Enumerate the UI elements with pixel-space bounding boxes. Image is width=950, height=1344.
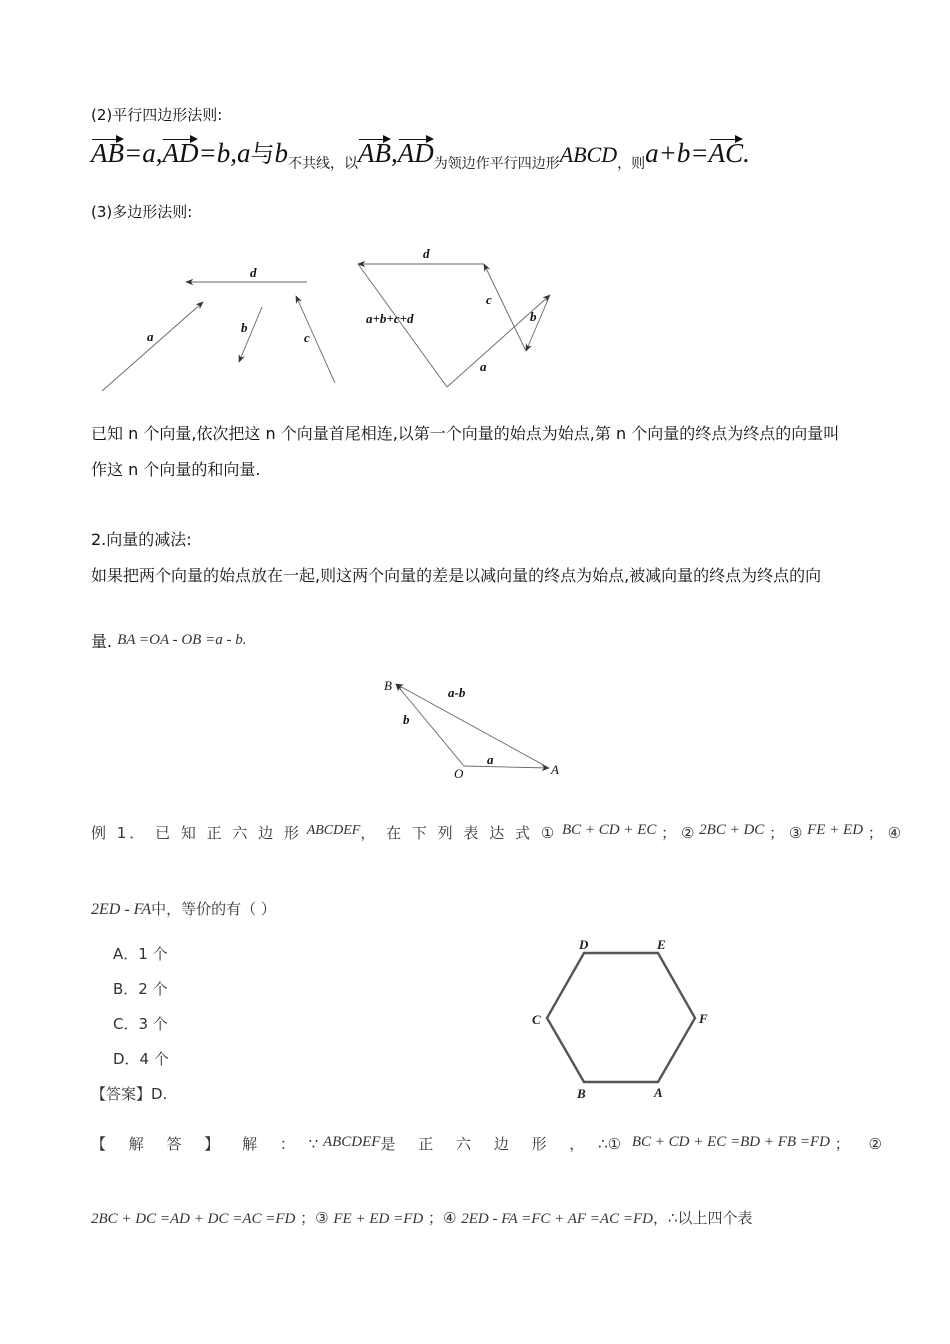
option-c: C．3 个 xyxy=(113,1015,168,1033)
sum-paragraph-line1: 已知 n 个向量,依次把这 n 个向量首尾相连,以第一个向量的始点为始点,第 n 个向量的终点为终点的向量叫 xyxy=(91,424,840,443)
expression-3: FE + ED xyxy=(807,822,864,838)
solution-step-4: 2ED - FA =FC + AF =AC =FD xyxy=(461,1211,653,1227)
vector-ad: AD xyxy=(162,138,199,168)
solution-tail: ，∴以上四个表 xyxy=(652,1209,753,1227)
semi-2: ；③ xyxy=(300,1209,329,1227)
example1-mid: ， 在 下 列 表 达 式 ① xyxy=(360,824,558,842)
solution-line1 xyxy=(91,1133,882,1154)
example1-suffix: 中，等价的有（ ） xyxy=(151,900,276,918)
polygon-rule-figure xyxy=(0,230,950,400)
eq-a: =a, xyxy=(124,138,163,168)
label-b-vec: b xyxy=(403,712,410,727)
label-c-left: c xyxy=(304,330,310,345)
yu-char: 与 xyxy=(250,140,275,168)
label-a-left: a xyxy=(147,329,154,344)
vertex-d: D xyxy=(579,937,589,952)
solution-step-2: 2BC + DC =AD + DC =AC =FD xyxy=(91,1211,296,1227)
vector-ac: AC xyxy=(708,138,744,168)
then-text: ，则 xyxy=(617,156,646,172)
label-d-right: d xyxy=(423,246,430,261)
vertex-b: B xyxy=(577,1086,586,1101)
sum-expr: a+b= xyxy=(645,138,709,168)
solution-line2 xyxy=(91,1207,753,1228)
subtraction-paragraph-line2 xyxy=(91,626,246,649)
expression-4: 2ED - FA xyxy=(91,901,152,918)
sep-3: ； ③ xyxy=(769,824,803,842)
is-regular-text: 是 正 六 边 形 ， xyxy=(380,1135,594,1153)
rule2-heading: (2)平行四边形法则: xyxy=(91,106,223,124)
solution-hex-name: ABCDEF xyxy=(322,1134,381,1150)
subtraction-cn: 量. xyxy=(91,632,113,651)
parallelogram-rule-formula xyxy=(91,134,750,184)
b-var: b xyxy=(274,138,288,168)
option-a: A．1 个 xyxy=(113,945,168,963)
label-a-vec: a xyxy=(487,752,494,767)
answer: 【答案】D. xyxy=(91,1085,168,1103)
label-b-left: b xyxy=(241,320,248,335)
label-d-left: d xyxy=(250,265,257,280)
vertex-a: A xyxy=(654,1085,663,1100)
example1-line2 xyxy=(91,898,276,919)
label-b-right: b xyxy=(530,309,537,324)
subtraction-formula: BA =OA - OB =a - b. xyxy=(117,632,247,648)
sep-2: ； ② xyxy=(661,824,695,842)
vector-ab-2: AB xyxy=(357,138,391,168)
expression-2: 2BC + DC xyxy=(699,822,765,838)
vertex-f: F xyxy=(699,1011,708,1026)
option-b: B．2 个 xyxy=(113,980,168,998)
sep-4: ； ④ xyxy=(867,824,902,842)
solution-label: 【 解 答 】 解 ： xyxy=(91,1135,304,1153)
vector-oa xyxy=(464,766,549,768)
hexagon-shape xyxy=(547,953,695,1082)
not-collinear-text: 不共线，以 xyxy=(287,156,358,172)
point-a-label: A xyxy=(551,762,559,777)
because-symbol: ∵ xyxy=(308,1135,319,1153)
solution-step-3: FE + ED =FD xyxy=(333,1211,424,1227)
end-dot: . xyxy=(743,138,750,168)
vertex-e: E xyxy=(657,937,666,952)
abcd-name: ABCD xyxy=(559,142,618,167)
solution-step-1: BC + CD + EC =BD + FB =FD xyxy=(631,1134,830,1150)
vector-ab: AB xyxy=(91,138,124,168)
semi-3: ；④ xyxy=(427,1209,457,1227)
vector-a-left xyxy=(102,302,203,391)
as-sides-text: 为领边作平行四边形 xyxy=(433,156,560,172)
rule3-heading: (3)多边形法则: xyxy=(91,203,193,221)
therefore-1: ∴① xyxy=(598,1135,622,1153)
example1-line1 xyxy=(91,822,901,843)
label-sum-right: a+b+c+d xyxy=(366,311,414,326)
vector-c-right xyxy=(484,264,526,351)
hexagon-name: ABCDEF xyxy=(306,823,361,838)
vector-c-left xyxy=(296,296,335,383)
subtraction-heading: 2.向量的减法: xyxy=(91,530,192,549)
circle-2: ② xyxy=(868,1135,882,1153)
subtraction-figure xyxy=(370,670,590,785)
expression-1: BC + CD + EC xyxy=(561,822,657,838)
point-b-label: B xyxy=(384,678,392,693)
vector-ba xyxy=(396,684,549,768)
semi-1: ； xyxy=(834,1135,850,1153)
vertex-c: C xyxy=(532,1012,541,1027)
subtraction-paragraph-line1: 如果把两个向量的始点放在一起,则这两个向量的差是以减向量的终点为始点,被减向量的终点为终点的向 xyxy=(91,566,822,585)
option-d: D．4 个 xyxy=(113,1050,169,1068)
hexagon-figure xyxy=(520,930,720,1105)
label-a-right: a xyxy=(480,359,487,374)
label-c-right: c xyxy=(486,292,492,307)
comma: , xyxy=(390,138,398,168)
eq-b: =b,a xyxy=(198,138,251,168)
point-o-label: O xyxy=(454,766,464,781)
vector-ad-2: AD xyxy=(397,138,434,168)
sum-paragraph-line2: 作这 n 个向量的和向量. xyxy=(91,460,261,479)
example1-prefix: 例 1． 已 知 正 六 边 形 xyxy=(91,824,302,842)
label-a-minus-b: a-b xyxy=(448,685,466,700)
